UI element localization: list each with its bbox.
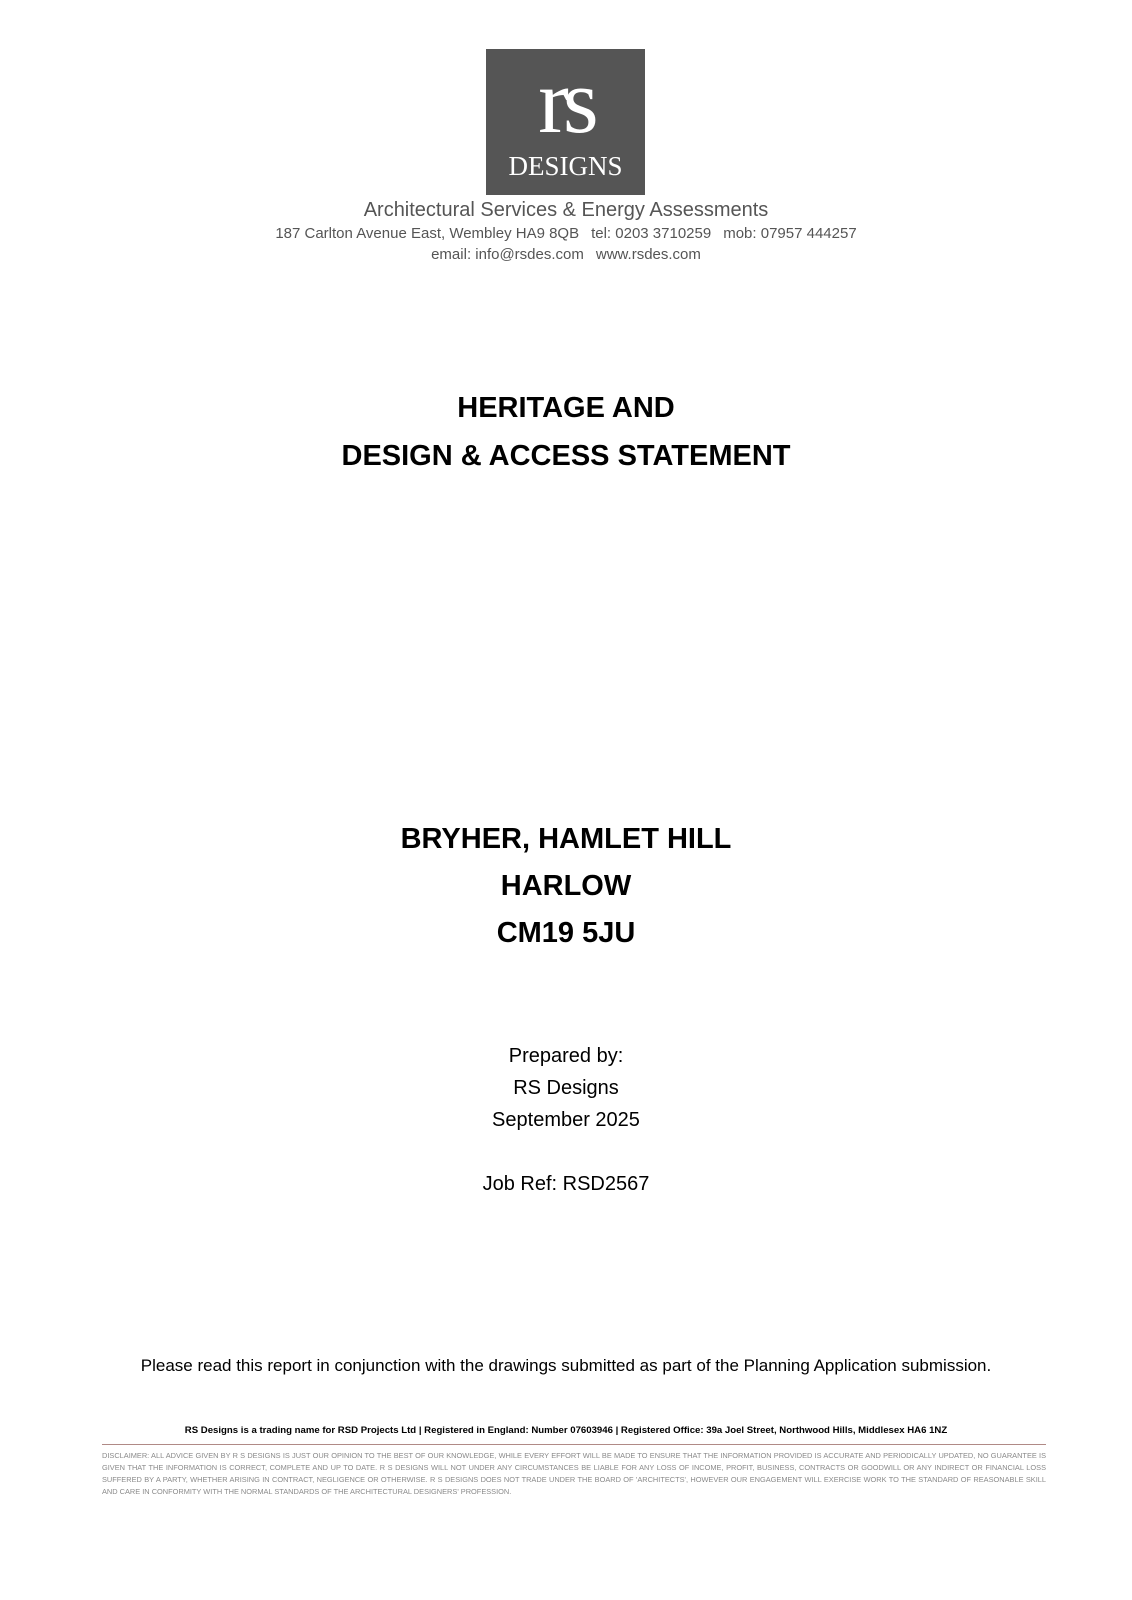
company-mobile: mob: 07957 444257 xyxy=(723,225,857,242)
prepared-by-name: RS Designs xyxy=(513,1077,619,1099)
site-postcode: CM19 5JU xyxy=(496,917,636,949)
contact-line-email-web xyxy=(0,245,1132,265)
contact-line-address-phone xyxy=(0,224,1132,244)
company-email: email: info@rsdes.com xyxy=(431,246,584,263)
company-telephone: tel: 0203 3710259 xyxy=(591,225,712,242)
logo-monogram: rs xyxy=(538,50,593,152)
prepared-date: September 2025 xyxy=(492,1109,640,1131)
company-address: 187 Carlton Avenue East, Wembley HA9 8QB xyxy=(275,225,580,242)
footer-divider xyxy=(102,1444,1046,1445)
disclaimer-text: DISCLAIMER: ALL ADVICE GIVEN BY R S DESIGNS IS JUST OUR OPINION TO THE BEST OF OUR KNOWLEDGE, WHILE EVERY EFFORT WILL BE MADE TO ENSURE THAT THE INFORMATION PROVIDED IS ACCURATE AND PERIODICALLY UPDATED, NO GUARANTEE IS GIVEN THAT THE INFORMATION IS CORRECT, COMPLETE AND UP TO DATE. R S DESIGNS WILL NOT UNDER ANY CIRCUMSTANCES BE LIABLE FOR ANY LOSS OF INCOME, PROFIT, BUSINESS, CONTRACTS OR GOODWILL OR ANY INDIRECT OR FINANCIAL LOSS SUFFERED BY A PARTY, WHETHER ARISING IN CONTRACT, NEGLIGENCE OR OTHERWISE. R S DESIGNS DOES NOT TRADE UNDER THE BOARD OF 'ARCHITECTS', HOWEVER OUR ENGAGEMENT WILL EXERCISE WORK TO THE STANDARD OF REASONABLE SKILL AND CARE IN CONFORMITY WITH THE NORMAL STANDARDS OF THE ARCHITECTURAL DESIGNERS' PROFESSION. xyxy=(102,1451,1046,1496)
logo-wordmark: DESIGNS xyxy=(508,151,623,181)
company-tagline: Architectural Services & Energy Assessments xyxy=(363,199,769,221)
prepared-by-label: Prepared by: xyxy=(508,1045,624,1067)
site-address-line-2: HARLOW xyxy=(500,870,632,902)
reading-note: Please read this report in conjunction with the drawings submitted as part of the Planning Application submission. xyxy=(140,1356,992,1375)
document-title-line-2: DESIGN & ACCESS STATEMENT xyxy=(341,440,791,472)
document-title-line-1: HERITAGE AND xyxy=(457,392,675,424)
company-website: www.rsdes.com xyxy=(595,246,701,263)
company-registration-footer: RS Designs is a trading name for RSD Projects Ltd | Registered in England: Number 07603946 | Registered Office: 39a Joel Street, Northwood Hills, Middlesex HA6 1NZ xyxy=(184,1425,948,1436)
company-logo xyxy=(486,49,645,195)
job-reference: Job Ref: RSD2567 xyxy=(482,1173,650,1195)
site-address-line-1: BRYHER, HAMLET HILL xyxy=(400,823,732,855)
